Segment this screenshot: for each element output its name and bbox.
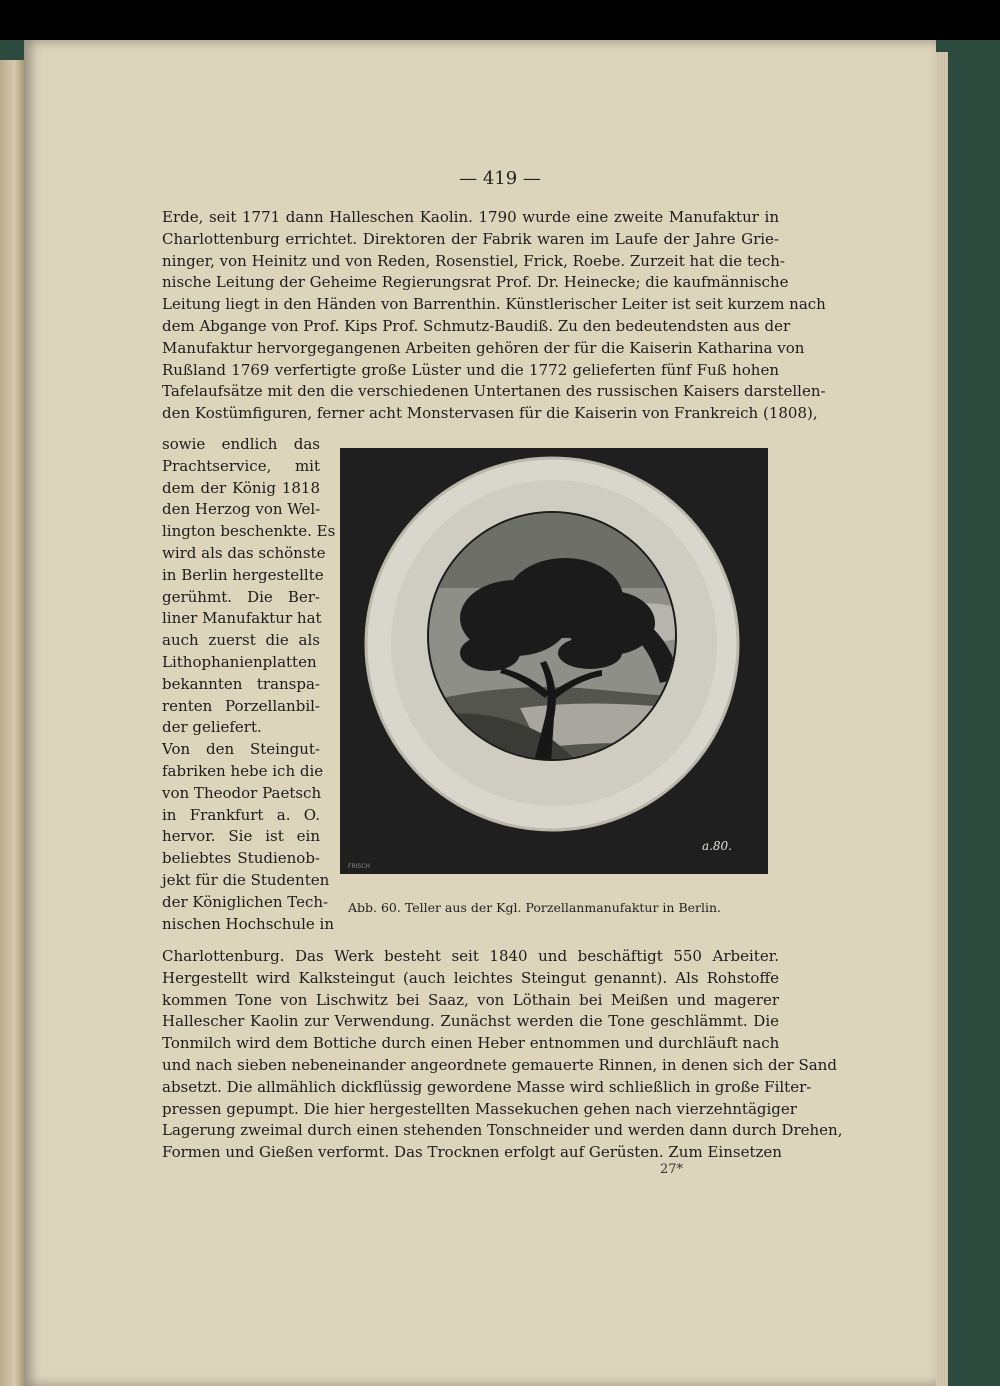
text-line: den Kostümfiguren, ferner acht Monstervasen für die Kaiserin von Frankreich (1808), <box>162 404 818 423</box>
text-line: Rußland 1769 verfertigte große Lüster und die 1772 gelieferten fünf Fuß hohen <box>162 360 779 379</box>
text-line: Hergestellt wird Kalksteingut (auch leichtes Steingut genannt). Als Rohstoffe <box>162 968 779 987</box>
left-page-edge <box>0 60 24 1386</box>
text-line: von Theodor Paetsch <box>162 783 322 802</box>
text-line: der geliefert. <box>162 718 262 737</box>
artist-mark: a.80. <box>701 839 732 853</box>
text-line: Erde, seit 1771 dann Hallesсhen Kaolin. 1790 wurde eine zweite Manufaktur in <box>162 208 779 226</box>
text-line: nische Leitung der Geheime Regierungsrat Prof. Dr. Heinecke; die kaufmännische <box>162 273 789 292</box>
signature-mark: 27* <box>660 1162 684 1177</box>
text-line: ninger, von Heinitz und von Reden, Rosenstiel, Frick, Roebe. Zurzeit hat die tech- <box>162 251 785 270</box>
text-line: nischen Hochschule in <box>162 914 335 933</box>
text-line: lington beschenkte. Es <box>162 522 336 541</box>
text-line: gerühmt. Die Ber- <box>162 587 320 606</box>
text-line: und nach sieben nebeneinander angeordnete gemauerte Rinnen, in denen sich der Sand <box>162 1055 837 1074</box>
text-line: bekannten transpa- <box>162 674 320 693</box>
text-line: pressen gepumpt. Die hier hergestellten Massekuchen gehen nach vierzehntägiger <box>162 1099 797 1118</box>
text-line: wird als das schönste <box>162 543 326 562</box>
text-line: beliebtes Studienob- <box>162 849 320 868</box>
text-line: absetzt. Die allmählich dickflüssig gewordene Masse wird schließlich in große Filter- <box>162 1077 812 1096</box>
text-line: Von den Steingut- <box>162 740 320 759</box>
text-line: der Königlichen Tech- <box>162 892 329 911</box>
text-line: dem Abgange von Prof. Kips Prof. Schmutz-Baudiß. Zu den bedeutendsten aus der <box>162 316 791 335</box>
text-line: Lagerung zweimal durch einen stehenden Tonschneider und werden dann durch Drehen, <box>162 1121 843 1140</box>
text-line: Lithophanienplatten <box>162 652 317 671</box>
plate-illustration <box>340 448 768 874</box>
text-line: Formen und Gießen verformt. Das Trocknen erfolgt auf Gerüsten. Zum Einsetzen <box>162 1143 782 1162</box>
photographer-mark: FRISCH <box>348 863 370 870</box>
text-line: Prachtservice, mit <box>162 456 320 475</box>
text-line: fabriken hebe ich die <box>162 761 324 780</box>
text-line: Charlottenburg. Das Werk besteht seit 1840 und beschäftigt 550 Arbeiter. <box>162 947 779 965</box>
text-line: kommen Tone von Lischwitz bei Saaz, von Löthain bei Meißen und magerer <box>162 990 779 1009</box>
text-line: liner Manufaktur hat <box>162 609 322 628</box>
text-line: sowie endlich das <box>162 435 320 453</box>
side-paragraph <box>162 434 336 935</box>
text-line: dem der König 1818 <box>162 478 320 497</box>
bottom-paragraph <box>162 946 843 1164</box>
text-line: Manufaktur hervorgegangenen Arbeiten gehören der für die Kaiserin Katharina von <box>162 338 805 357</box>
text-line: renten Porzellanbil- <box>162 696 320 715</box>
text-line: hervor. Sie ist ein <box>162 827 320 846</box>
text-line: Hallescher Kaolin zur Verwendung. Zunächst werden die Tone geschlämmt. Die <box>162 1012 779 1031</box>
text-line: Tafelaufsätze mit den die verschiedenen Untertanen des russischen Kaisers darstellen- <box>162 382 826 401</box>
text-line: in Frankfurt a. O. <box>162 805 320 824</box>
text-line: in Berlin hergestellte <box>162 565 324 584</box>
text-line: den Herzog von Wel- <box>162 500 321 519</box>
text-line: auch zuerst die als <box>162 631 320 650</box>
plate-image <box>340 448 768 874</box>
top-paragraph <box>162 207 826 425</box>
page-number: — 419 — <box>459 168 541 189</box>
figure-caption: Abb. 60. Teller aus der Kgl. Porzellanmanufaktur in Berlin. <box>348 900 722 915</box>
text-line: Tonmilch wird dem Bottiche durch einen Heber entnommen und durchläuft nach <box>162 1034 780 1053</box>
text-line: Charlottenburg errichtet. Direktoren der Fabrik waren im Laufe der Jahre Grie- <box>162 229 779 248</box>
text-line: jekt für die Studenten <box>162 870 330 889</box>
text-line: Leitung liegt in den Händen von Barrenthin. Künstlerischer Leiter ist seit kurzem nach <box>162 295 826 314</box>
